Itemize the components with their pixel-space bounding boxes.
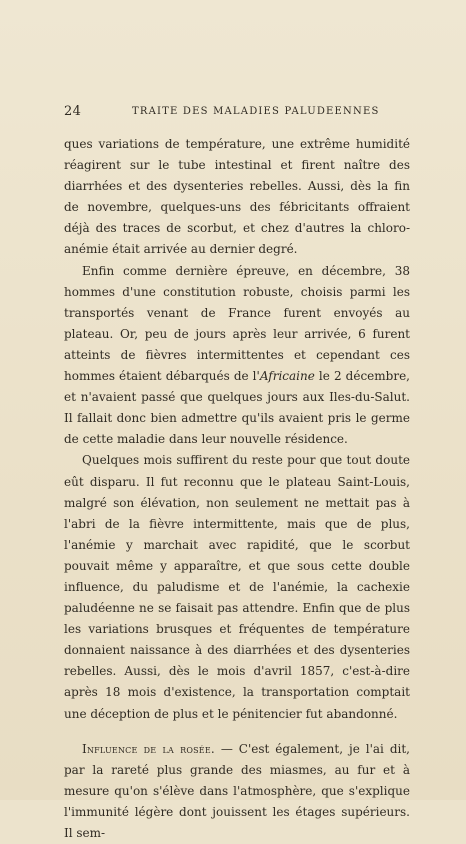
- ship-name: Africaine: [259, 369, 315, 384]
- paragraph-4-text: — C'est également, je l'ai dit, par la rareté plus grande des miasmes, au fur et à mesure qu'on s'élève dans l'atmosphère, que s'explique l'immunité légère dont jouissent les étages supérieurs. Il sem-: [64, 741, 410, 840]
- running-head: TRAITÉ DES MALADIES PALUDÉENNES: [132, 106, 380, 117]
- paragraph-3: Quelques mois suffirent du reste pour que tout doute eût disparu. Il fut reconnu que le plateau Saint-Louis, malgré son élévation, non seulement ne mettait pas à l'abri de la fièvre intermittente, mais que de plus, l'anémie y marchait avec rapidité, que le scorbut pouvait même y apparaître, et que sous cette double influence, du paludisme et de l'anémie, la cachexie paludéenne ne se faisait pas attendre. Enfin que de plus les variations brusques et fréquentes de température donnaient naissance à des diarrhées et des dysenteries rebelles. Aussi, dès le mois d'avril 1857, c'est-à-dire après 18 mois d'existence, la transportation comptait une déception de plus et le pénitencier fut abandonné.: [64, 453, 410, 721]
- section-heading: Influence de la rosée.: [82, 741, 215, 756]
- paragraph-2: [64, 261, 410, 451]
- paragraph-1: ques variations de température, une extrême humidité réagirent sur le tube intestinal et firent naître des diarrhées et des dysenteries rebelles. Aussi, dès la fin de novembre, quelques-uns des fébricitants offraient déjà des traces de scorbut, et chez d'autres la chloro-anémie était arrivée au dernier degré.: [64, 137, 410, 257]
- paragraph-2-before: Enfin comme dernière épreuve, en décembre, 38 hommes d'une constitution robuste, choisis parmi les transportés venant de France furent envoyés au plateau. Or, peu de jours après leur arrivée, 6 furent atteints de fièvres intermittentes et cependant ces hommes étaient débarqués de l': [64, 263, 410, 384]
- page-number: 24: [64, 104, 82, 119]
- paragraph-2-after: le 2 décembre, et n'avaient passé que quelques jours aux Iles-du-Salut. Il fallait donc bien admettre qu'ils avaient pris le germe de cette maladie dans leur nouvelle résidence.: [64, 369, 410, 447]
- paragraph-spacer: [64, 725, 410, 739]
- body-text: [64, 134, 410, 844]
- paragraph-4: [64, 739, 410, 844]
